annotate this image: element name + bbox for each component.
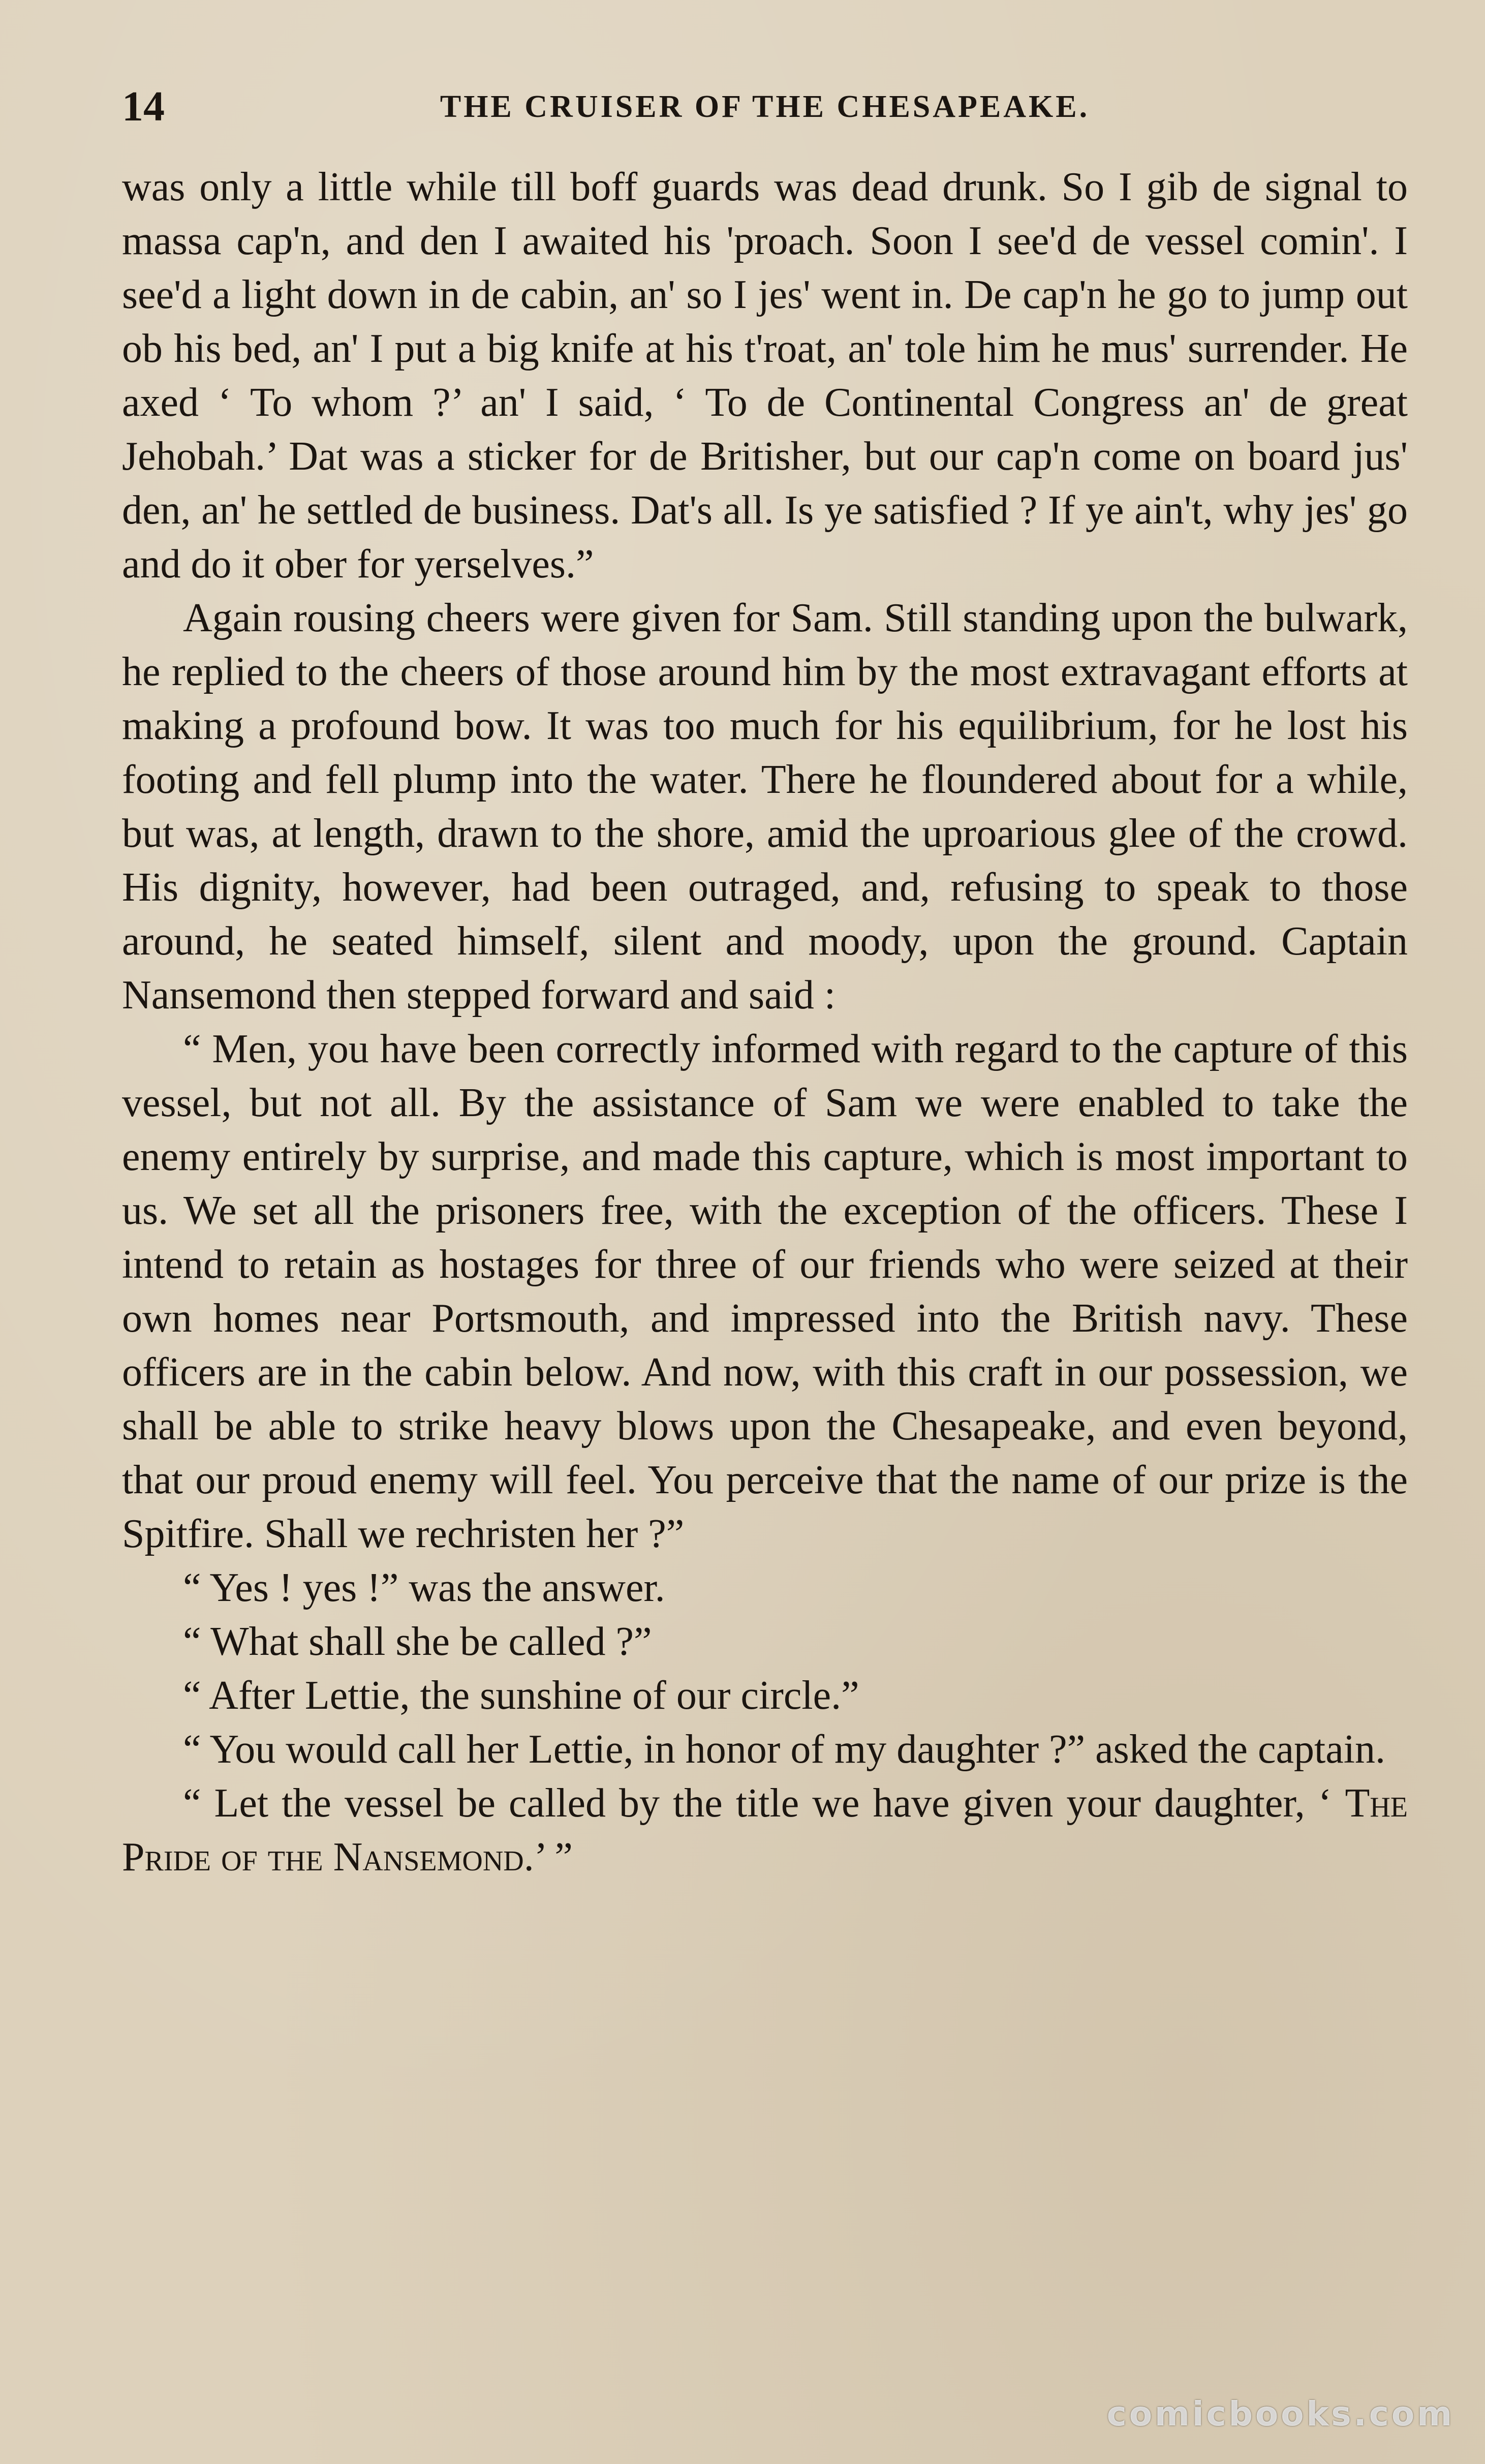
paragraph: Again rousing cheers were given for Sam. Still standing upon the bulwark, he replied to the cheers of those around him by the most extravagant efforts at making a profound bow. It was too much for his equilibrium, for he lost his footing and fell plump into the water. There he floundered about for a while, but was, at length, drawn to the shore, amid the uproarious glee of the crowd. His dignity, however, had been outraged, and, refusing to speak to those around, he seated himself, silent and moody, upon the ground. Captain Nansemond then stepped forward and said : <box>122 596 1408 1018</box>
paragraph: “ What shall she be called ?” <box>183 1619 652 1664</box>
paragraph: “ Yes ! yes !” was the answer. <box>183 1565 665 1610</box>
running-head <box>122 76 1408 137</box>
body-text <box>122 160 1408 1884</box>
paragraph: “ You would call her Lettie, in honor of my daughter ?” asked the captain. <box>183 1727 1385 1772</box>
paragraph-final <box>122 1776 1408 1884</box>
paragraph-continued: was only a little while till boff guards was dead drunk. So I gib de signal to massa cap'n, and den I awaited his 'proach. Soon I see'd de vessel comin'. I see'd a light down in de cabin, an' so I jes' went in. De cap'n he go to jump out ob his bed, an' I put a big knife at his t'roat, an' tole him he mus' surrender. He axed ‘ To whom ?’ an' I said, ‘ To de Continental Congress an' de great Jehobah.’ Dat was a sticker for de Britisher, but our cap'n come on board jus' den, an' he settled de business. Dat's all. Is ye satisfied ? If ye ain't, why jes' go and do it ober for yerselves.” <box>122 165 1408 587</box>
watermark: comicbooks.com <box>1106 2394 1455 2434</box>
paragraph: “ After Lettie, the sunshine of our circle.” <box>183 1673 859 1718</box>
vessel-name: The Pride of the Nansemond. <box>122 1781 1408 1880</box>
final-text-before: “ Let the vessel be called by the title we have given your daughter, ‘ <box>183 1781 1345 1826</box>
paragraph: “ Men, you have been correctly informed with regard to the capture of this vessel, but not all. By the assistance of Sam we were enabled to take the enemy entirely by surprise, and made this capture, which is most important to us. We set all the prisoners free, with the exception of the officers. These I intend to retain as hostages for three of our friends who were seized at their own homes near Portsmouth, and impressed into the British navy. These officers are in the cabin below. And now, with this craft in our possession, we shall be able to strike heavy blows upon the Chesapeake, and even beyond, that our proud enemy will feel. You perceive that the name of our prize is the Spitfire. Shall we rechristen her ?” <box>122 1027 1408 1556</box>
running-title: THE CRUISER OF THE CHESAPEAKE. <box>440 89 1090 124</box>
final-text-after: ’ ” <box>534 1835 573 1880</box>
page-number: 14 <box>122 83 165 130</box>
